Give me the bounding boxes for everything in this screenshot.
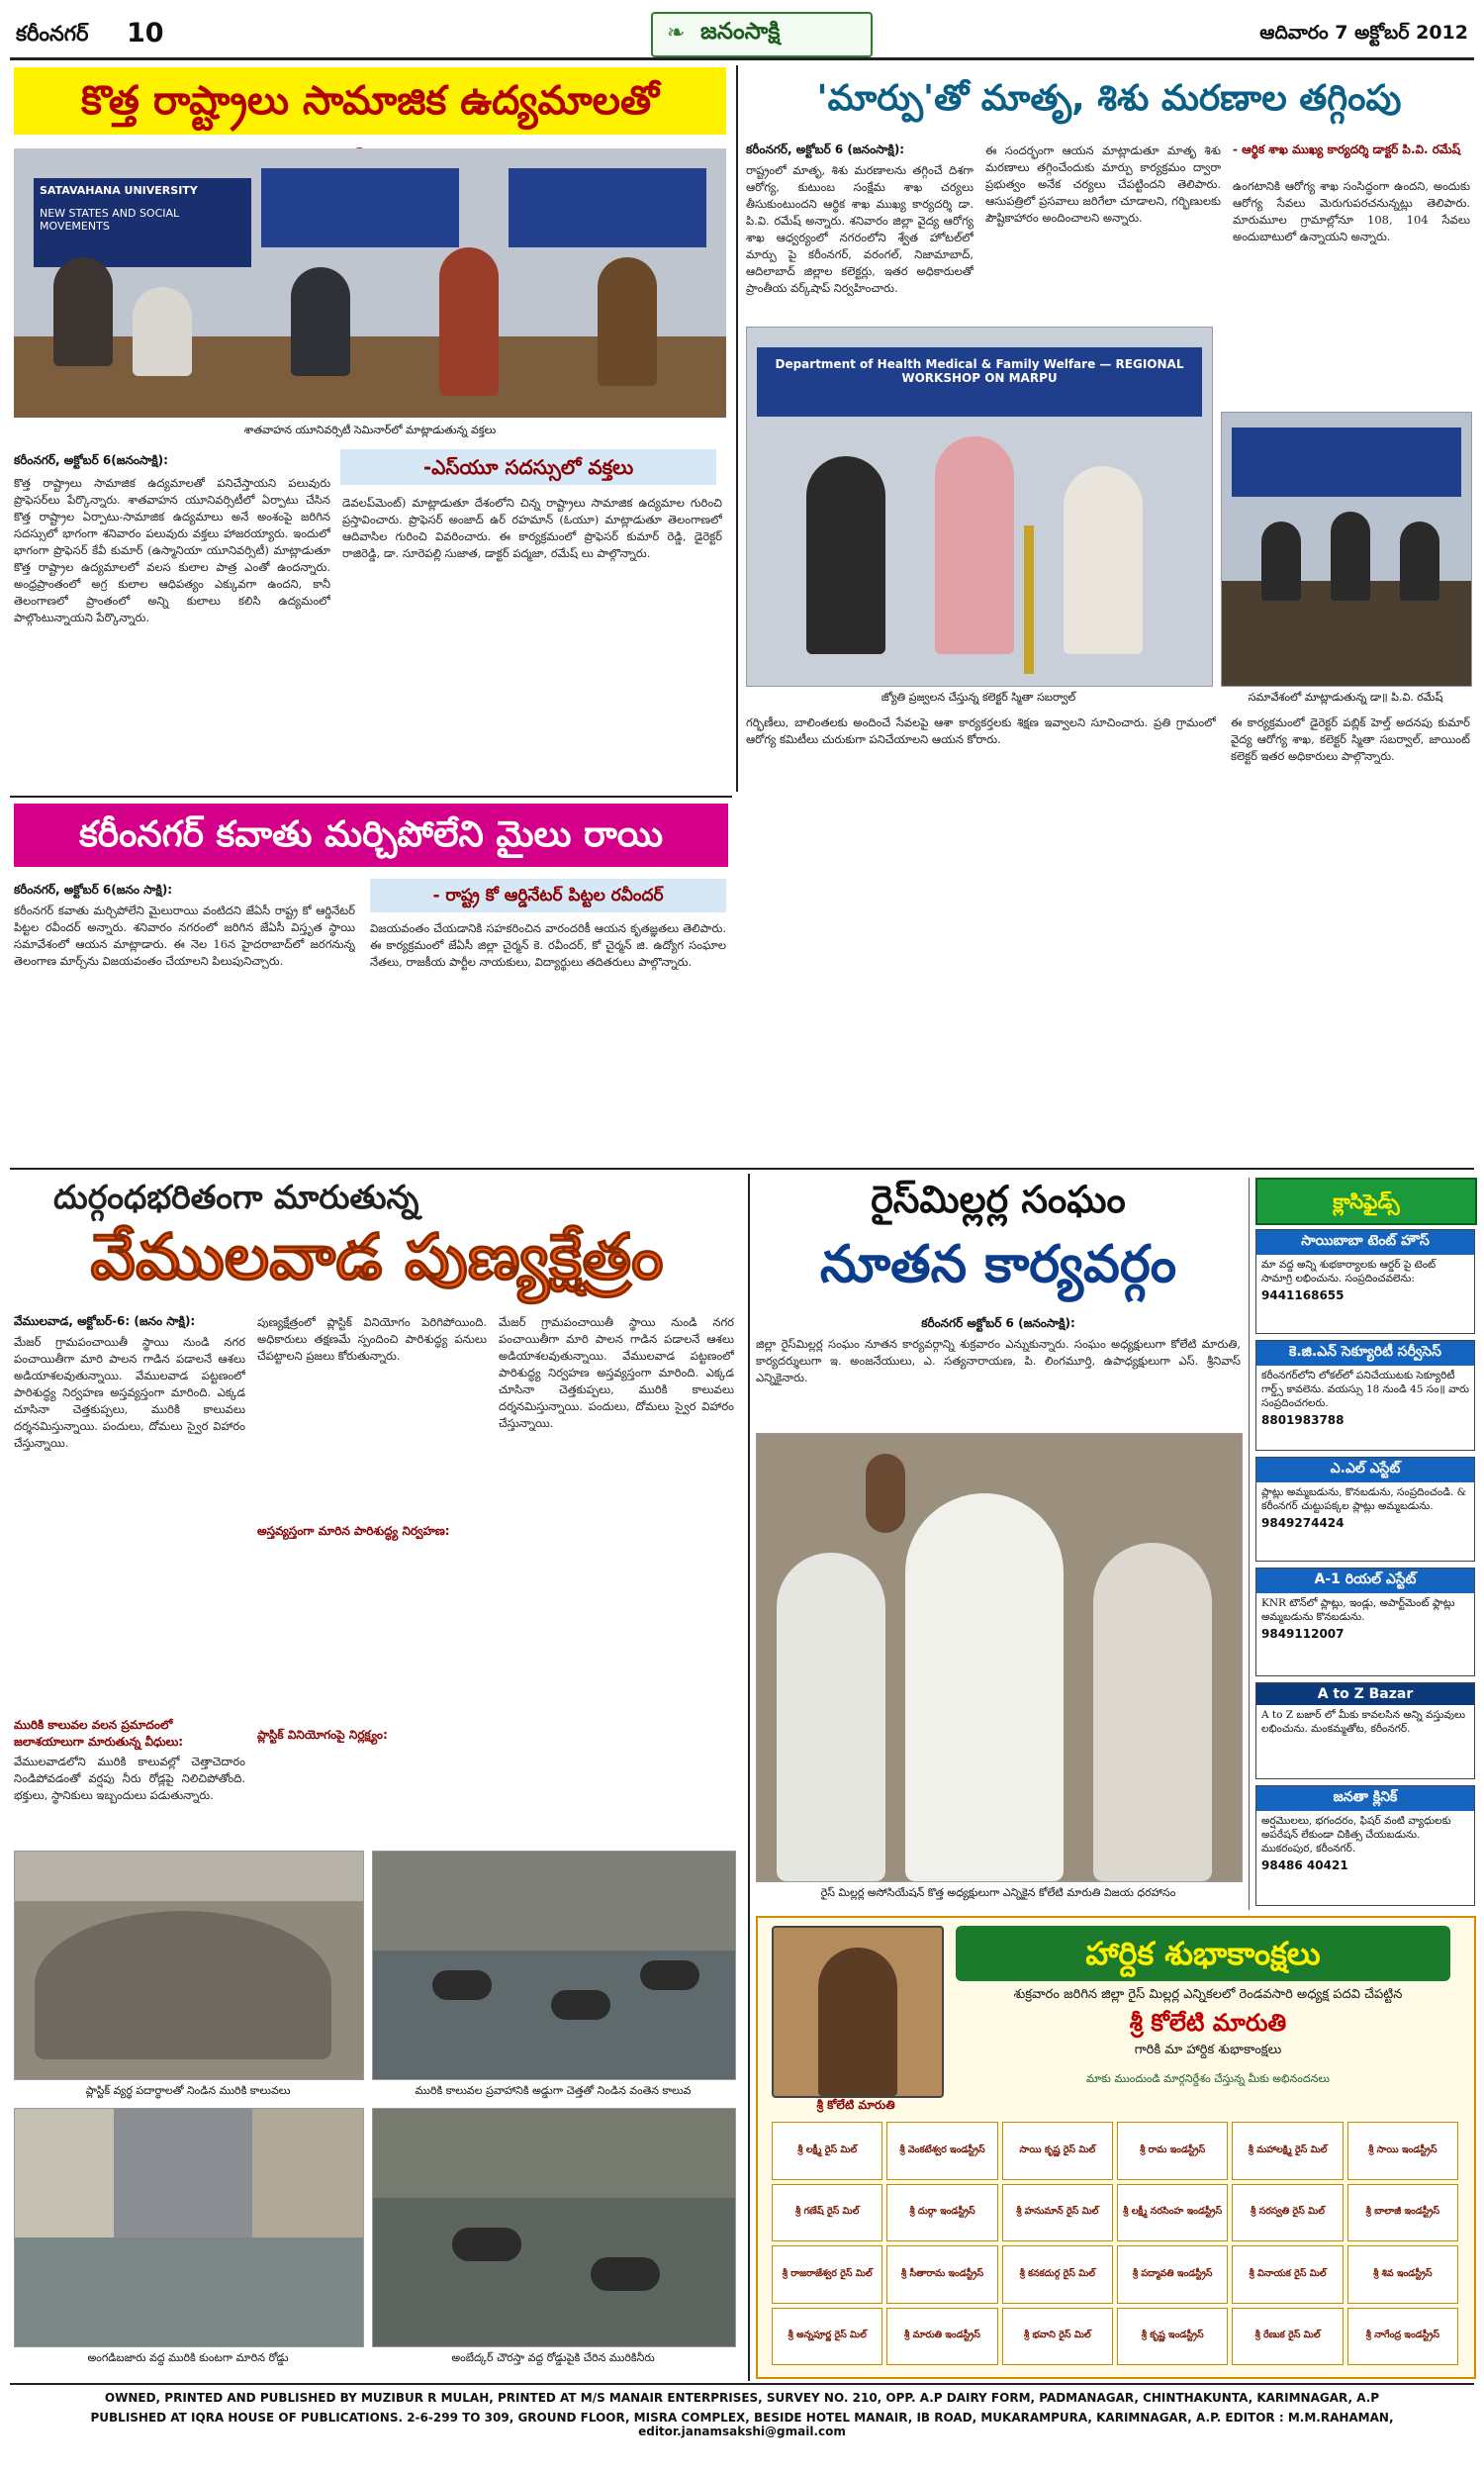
lamp-stand bbox=[1024, 525, 1034, 674]
ad-photo bbox=[772, 1926, 944, 2098]
person-silhouette bbox=[1400, 522, 1439, 601]
story-vemulawada bbox=[14, 1178, 740, 2375]
ad-line: గారికి మా హార్దిక శుభాకాంక్షలు bbox=[1134, 2043, 1282, 2057]
classified-ad-body: KNR టౌన్‌లో ప్లాట్లు, ఇండ్లు, అపార్ట్‌మెంట్ ఫ్లాట్లు అమ్మబడును కొనబడును. bbox=[1261, 1597, 1455, 1623]
person-silhouette bbox=[291, 267, 350, 376]
photo-caption: అంగడిబజారు వద్ద మురికి కుంటగా మారిన రోడ్డు bbox=[87, 2351, 289, 2364]
story-photo bbox=[14, 1851, 364, 2080]
story-body: విజయవంతం చేయడానికి సహకరించిన వారందరికీ ఆయన కృతజ్ఞతలు తెలిపారు. ఈ కార్యక్రమంలో జేఏసీ జిల్లా చైర్మన్ కె. రవీందర్, కో చైర్మన్ జి. ఉద్యోగ సంఘాల నేతలు, రాజకీయ పార్టీల నాయకులు, విద్యార్థులు తదితరులు పాల్గొన్నారు. bbox=[370, 921, 726, 969]
photo-caption: ప్లాస్టిక్ వ్యర్థ పదార్థాలతో నిండిన మురికి కాలువలు bbox=[85, 2084, 291, 2097]
classified-ad-title: కె.జి.ఎన్ సెక్యూరిటీ సర్వీసెస్ bbox=[1256, 1341, 1474, 1366]
story-subhead: - రాష్ట్ర కో ఆర్డినేటర్ పిట్టల రవీందర్ bbox=[370, 879, 726, 912]
classified-ad-title: జనతా క్లినిక్ bbox=[1256, 1786, 1474, 1811]
person-silhouette bbox=[598, 257, 657, 386]
person-silhouette bbox=[53, 257, 113, 366]
story-photo bbox=[756, 1433, 1243, 1882]
photo-banner bbox=[1232, 428, 1461, 497]
story-headline: 'మార్పు'తో మాతృ, శిశు మరణాల తగ్గింపు bbox=[816, 78, 1402, 119]
classified-ad bbox=[1255, 1682, 1475, 1779]
person-silhouette bbox=[1064, 466, 1143, 654]
photo-banner bbox=[509, 168, 706, 247]
story-body: ఈ కార్యక్రమంలో డైరెక్టర్ పబ్లిక్ హెల్త్ అదనపు కుమార్ వైద్య ఆరోగ్య శాఖ, కలెక్టర్ స్మితా సబర్వాల్, జాయింట్ కలెక్టర్ ఇతర అధికారులు పాల్గొన్నారు. bbox=[1231, 715, 1470, 763]
mill-name-cell: శ్రీ బాలాజీ ఇండస్ట్రీస్ bbox=[1347, 2184, 1458, 2242]
story-dateline: కరీంనగర్, అక్టోబర్ 6 (జనంసాక్షి): bbox=[746, 143, 905, 156]
story-body: పుణ్యక్షేత్రంలో ప్లాస్టిక్ వినియోగం పెరిగిపోయింది. అధికారులు తక్షణమే స్పందించి పారిశుద్ధ్య పనులు చేపట్టాలని ప్రజలు కోరుతున్నారు. bbox=[257, 1315, 487, 1363]
story-headline: కొత్త రాష్ట్రాలు సామాజిక ఉద్యమాలతో bbox=[14, 67, 726, 135]
photo-caption: శాతవాహన యూనివర్సిటీ సెమినార్‌లో మాట్లాడుతున్న వక్తలు bbox=[243, 424, 497, 436]
story-body: గర్భిణీలు, బాలింతలకు అందించే సేవలపై ఆశా కార్యకర్తలకు శిక్షణ ఇవ్వాలని సూచించారు. ప్రతి గ్రామంలో ఆరోగ్య కమిటీలు చురుకుగా పనిచేయాలని ఆయన కోరారు. bbox=[746, 715, 1216, 746]
banner-line: NEW STATES AND SOCIAL MOVEMENTS bbox=[40, 207, 180, 233]
paper-name: జనంసాక్షి bbox=[700, 19, 781, 45]
pig-shape bbox=[640, 1960, 699, 1990]
story-photo bbox=[746, 327, 1213, 687]
mill-name-cell: శ్రీ సాయి ఇండస్ట్రీస్ bbox=[1347, 2122, 1458, 2180]
classified-ad bbox=[1255, 1568, 1475, 1676]
story-subhead: మురికి కాలువల వలన ప్రమాదంలో జలాశయాలుగా మారుతున్న వీధులు: bbox=[14, 1718, 184, 1749]
classified-ad bbox=[1255, 1785, 1475, 1906]
flooded-road bbox=[15, 2237, 363, 2346]
mill-name-cell: శ్రీ శివ ఇండస్ట్రీస్ bbox=[1347, 2245, 1458, 2304]
person-silhouette bbox=[1093, 1543, 1212, 1881]
mill-name-cell: శ్రీ గణేష్ రైస్ మిల్ bbox=[772, 2184, 882, 2242]
building bbox=[15, 2109, 114, 2237]
story-headline: వేములవాడ పుణ్యక్షేత్రం bbox=[90, 1221, 664, 1294]
mill-name-cell: శ్రీ సీతారామ ఇండస్ట్రీస్ bbox=[886, 2245, 997, 2304]
person-silhouette bbox=[818, 1948, 897, 2096]
ad-honoree: శ్రీ కోలేటి మారుతి bbox=[1129, 2009, 1287, 2037]
mill-name-cell: శ్రీ కనకదుర్గ రైస్ మిల్ bbox=[1002, 2245, 1113, 2304]
story-body: మేజర్ గ్రామపంచాయితీ స్థాయి నుండి నగర పంచాయితీగా మారి పాలన గాడిన పడాలనే ఆశలు అడియాశలవుతున్నాయి. వేములవాడ పట్టణంలో పారిశుద్ధ్య నిర్వహణ అస్తవ్యస్తంగా మారింది. ఎక్కడ చూసినా చెత్తకుప్పలు, మురికి కాలువలు దర్శనమిస్తున్నాయి. పందులు, దోమలు స్వైర విహారం చేస్తున్నాయి. bbox=[499, 1315, 734, 1430]
story-body: వేములవాడలోని మురికి కాలువల్లో చెత్తాచెదారం నిండిపోవడంతో వర్షపు నీరు రోడ్లపై నిలిచిపోతోంది. భక్తులు, స్థానికులు ఇబ్బందులు పడుతున్నారు. bbox=[14, 1755, 245, 1802]
person-silhouette bbox=[935, 436, 1014, 654]
story-dateline: కరీంనగర్ అక్టోబర్ 6 (జనంసాక్షి): bbox=[921, 1316, 1075, 1330]
mill-name-cell: శ్రీ మహాలక్ష్మి రైస్ మిల్ bbox=[1232, 2122, 1343, 2180]
pig-shape bbox=[432, 1970, 492, 2000]
person-silhouette bbox=[1331, 512, 1370, 601]
classified-ad bbox=[1255, 1340, 1475, 1451]
story-dateline: కరీంనగర్, అక్టోబర్ 6(జనం సాక్షి): bbox=[14, 883, 173, 897]
mill-name-cell: శ్రీ దుర్గా ఇండస్ట్రీస్ bbox=[886, 2184, 997, 2242]
classified-ad-phone[interactable]: 9849274424 bbox=[1261, 1516, 1345, 1530]
section-rule bbox=[10, 1168, 1474, 1170]
pig-shape bbox=[551, 1990, 610, 2020]
person-silhouette bbox=[1261, 522, 1301, 601]
imprint-line: PUBLISHED AT IQRA HOUSE OF PUBLICATIONS. 2-6-299 TO 309, GROUND FLOOR, MISRA COMPLEX, BESIDE HOTEL MANAIR, IB ROAD, MUKARAMPURA, KARIMNAGAR, A.P. EDITOR : M.M.RAHAMAN, editor.janamsakshi@gmail.com bbox=[90, 2411, 1394, 2438]
ad-tagline: మాకు ముందుండి మార్గనిర్దేశం చేస్తున్న మీకు అభినందనలు bbox=[1086, 2072, 1330, 2085]
photo-caption: రైస్ మిల్లర్ల అసోసియేషన్ కొత్త అధ్యక్షులుగా ఎన్నికైన కోలేటి మారుతి విజయ ధరహాసం bbox=[820, 1886, 1176, 1899]
story-subhead: అస్తవ్యస్తంగా మారిన పారిశుద్ధ్య నిర్వహణ: bbox=[257, 1524, 450, 1538]
photo-caption: మురికి కాలువల ప్రవాహానికి అడ్డుగా చెత్తతో నిండిన వంతెన కాలువ bbox=[415, 2084, 692, 2097]
classifieds-banner bbox=[1255, 1178, 1477, 1225]
story-photo bbox=[372, 2108, 736, 2347]
classified-ads-list bbox=[1255, 1229, 1473, 1910]
story-photo bbox=[372, 1851, 736, 2080]
story-body: జిల్లా రైస్‌మిల్లర్ల సంఘం నూతన కార్యవర్గాన్ని శుక్రవారం ఎన్నుకున్నారు. సంఘం అధ్యక్షులుగా కోలేటి మారుతి, కార్యదర్శులుగా ఇ. అంజనేయులు, ఎ. సత్యనారాయణ, పి. లింగమూర్తి, ఉపాధ్యక్షులుగా ఎస్. శ్రీనివాస్ ఎన్నికైనారు. bbox=[756, 1337, 1241, 1384]
classified-ad bbox=[1255, 1457, 1475, 1562]
classified-ad-title: A to Z Bazar bbox=[1256, 1683, 1474, 1705]
story-body: ఈ సందర్భంగా ఆయన మాట్లాడుతూ మాతృ శిశు మరణాలు తగ్గించేందుకు మార్పు కార్యక్రమం ద్వారా ప్రభుత్వం అనేక చర్యలు చేపట్టిందని తెలిపారు. ఆసుపత్రిలో ప్రసవాలు జరిగేలా చూడాలని, గర్భిణులకు పౌష్టికాహారం అందించాలని అన్నారు. bbox=[985, 143, 1221, 225]
story-headline: కరీంనగర్ కవాతు మర్చిపోలేని మైలు రాయి bbox=[14, 804, 728, 867]
story-kicker: దుర్గంధభరితంగా మారుతున్న bbox=[53, 1178, 419, 1216]
mill-name-cell: శ్రీ లక్ష్మీ రైస్ మిల్ bbox=[772, 2122, 882, 2180]
column-rule bbox=[736, 65, 738, 792]
mill-name-cell: శ్రీ హనుమాన్ రైస్ మిల్ bbox=[1002, 2184, 1113, 2242]
classified-ad-phone[interactable]: 9849112007 bbox=[1261, 1627, 1345, 1641]
mill-name-cell: శ్రీ భవాని రైస్ మిల్ bbox=[1002, 2308, 1113, 2366]
story-body: ఉంగటానికి ఆరోగ్య శాఖ సంసిద్ధంగా ఉందని, అందుకు ఆరోగ్య సేవలు మెరుగుపరచనున్నట్లు తెలిపారు. మారుమూల గ్రామాల్లోనూ 108, 104 సేవలు అందుబాటులో ఉన్నాయని అన్నారు. bbox=[1233, 179, 1470, 243]
drain-water bbox=[373, 2198, 735, 2346]
ad-title: హార్దిక శుభాకాంక్షలు bbox=[956, 1926, 1450, 1981]
mill-name-cell: సాయి కృష్ణ రైస్ మిల్ bbox=[1002, 2122, 1113, 2180]
classified-ad-body: అర్షమొలలు, భగందరం, ఫిషర్ వంటి వ్యాధులకు అపరేషన్ లేకుండా చికిత్స చేయబడును. ముకరంపుర, కరీంనగర్. bbox=[1261, 1815, 1451, 1855]
mill-name-cell: శ్రీ మారుతి ఇండస్ట్రీస్ bbox=[886, 2308, 997, 2366]
classified-ad-title: A-1 రియల్ ఎస్టేట్ bbox=[1256, 1569, 1474, 1593]
classified-ad-title: సాయిబాబా టెంట్ హౌస్ bbox=[1256, 1230, 1474, 1255]
mill-name-cell: శ్రీ లక్ష్మీ నరసింహ ఇండస్ట్రీస్ bbox=[1117, 2184, 1228, 2242]
mill-name-cell: శ్రీ సరస్వతి రైస్ మిల్ bbox=[1232, 2184, 1343, 2242]
classified-ad-body: ప్లాట్లు అమ్మబడును, కొనబడును, సంప్రదించండి. & కరీంనగర్ చుట్టుపక్కల ప్లాట్లు అమ్మబడును. bbox=[1261, 1486, 1466, 1512]
photo-banner bbox=[261, 168, 459, 247]
ad-photo-label: శ్రీ కోలేటి మారుతి bbox=[816, 2098, 895, 2112]
wall bbox=[15, 1852, 363, 1901]
pig-shape bbox=[591, 2257, 660, 2291]
story-body: రాష్ట్రంలో మాతృ, శిశు మరణాలను తగ్గించే దిశగా ఆరోగ్య, కుటుంబ సంక్షేమ శాఖ చర్యలు తీసుకుంటుందని ఆర్థిక శాఖ ముఖ్య కార్యదర్శి డా. పి.వి. రమేష్ అన్నారు. శనివారం జిల్లా వైద్య ఆరోగ్య శాఖ ఆధ్వర్యంలో నగరంలోని శ్వేత హోటల్‌లో మార్పు పై కరీంనగర్, వరంగల్, నిజామాబాద్, ఆదిలాబాద్ జిల్లాల కలెక్టర్లు, ఇతర అధికారులతో ప్రాంతీయ వర్క్‌షాప్ నిర్వహించారు. bbox=[746, 163, 974, 295]
greeting-ad bbox=[756, 1916, 1476, 2379]
story-photo bbox=[14, 148, 726, 418]
mill-name-cell: శ్రీ అన్నపూర్ణ రైస్ మిల్ bbox=[772, 2308, 882, 2366]
raised-hand bbox=[866, 1454, 905, 1533]
story-photo bbox=[14, 2108, 364, 2347]
person-silhouette bbox=[439, 247, 499, 396]
mill-name-cell: శ్రీ రాజరాజేశ్వర రైస్ మిల్ bbox=[772, 2245, 882, 2304]
person-silhouette bbox=[806, 456, 885, 654]
mill-name-cell: శ్రీ వెంకటేశ్వర ఇండస్ట్రీస్ bbox=[886, 2122, 997, 2180]
story-body: కరీంనగర్ కవాతు మర్చిపోలేని మైలురాయి వంటిదని జేఏసీ రాష్ట్ర కో ఆర్డినేటర్ పిట్టల రవీందర్ అన్నారు. శనివారం నగరంలో జరిగిన జేఏసీ విస్తృత స్థాయి సమావేశంలో ఆయన మాట్లాడారు. ఈ నెల 16న హైదరాబాద్‌లో జరగనున్న తెలంగాణ మార్చ్‌ను విజయవంతం చేయాలని పిలుపునిచ్చారు. bbox=[14, 904, 355, 968]
story-karimnagar-march bbox=[14, 804, 728, 1168]
banner-line: SATAVAHANA UNIVERSITY bbox=[40, 184, 198, 197]
story-body: డెవలప్‌మెంట్) మాట్లాడుతూ దేశంలోని చిన్న రాష్ట్రాలు సామాజిక ఉద్యమాల గురించి ప్రస్తావించారు. ప్రొఫెసర్ అంజాద్ ఉర్ రహమాన్ (ఓయూ) మాట్లాడుతూ తెలంగాణలో ఆదివాసిల గురించి వివరించారు. ఈ కార్యక్రమంలో ప్రొఫెసర్ కుమార్ రెడ్డి, డైరెక్టర్ రాజిరెడ్డి, డా. సూరెపల్లి సుజాత, డాక్టర్ పద్మజా, రమేష్ లు పాల్గొన్నారు. bbox=[342, 496, 722, 560]
classifieds-column bbox=[1249, 1178, 1473, 1910]
header-rule bbox=[10, 57, 1474, 60]
story-quote: - ఆర్థిక శాఖ ముఖ్య కార్యదర్శి డాక్టర్ పి.వి. రమేష్ bbox=[1233, 143, 1461, 156]
story-new-states bbox=[14, 67, 726, 790]
mill-name-cell: శ్రీ పద్మావతి ఇండస్ట్రీస్ bbox=[1117, 2245, 1228, 2304]
classified-ad-phone[interactable]: 8801983788 bbox=[1261, 1413, 1345, 1427]
section-rule bbox=[10, 796, 732, 798]
classified-ad-body: A to Z బజార్ లో మీకు కావలసిన అన్ని వస్తువులు లభించును. మంకమ్మతోట, కరీంనగర్. bbox=[1261, 1709, 1466, 1735]
column-rule bbox=[748, 1174, 750, 2381]
classified-ad-body: కరీంనగర్‌లోని లోకల్‌లో పనిచేయుటకు సెక్యూరిటీ గార్డ్స్ కావలెను. వయస్సు 18 నుండి 45 సం॥ వారు సంప్రదించగలరు. bbox=[1261, 1370, 1469, 1409]
photo-banner: Department of Health Medical & Family Welfare — REGIONAL WORKSHOP ON MARPU bbox=[757, 347, 1202, 417]
story-subhead: ప్లాస్టిక్ వినియోగంపై నిర్లక్ష్యం: bbox=[257, 1728, 388, 1742]
photo-banner bbox=[34, 178, 251, 267]
classifieds-title: క్లాసిఫైడ్స్ bbox=[1333, 1189, 1400, 1213]
classified-ad bbox=[1255, 1229, 1475, 1334]
story-marpu bbox=[746, 67, 1472, 1166]
story-headline: నూతన కార్యవర్గం bbox=[819, 1235, 1177, 1294]
story-body: కొత్త రాష్ట్రాలు సామాజిక ఉద్యమాలతో పనిచేస్తాయని పలువురు ప్రొఫెసర్‌లు పేర్కొన్నారు. శాతవాహన యూనివర్సిటీలో ఏర్పాటు చేసిన కొత్త రాష్ట్రాల ఏర్పాటు-సామాజిక ఉద్యమాలు అనే అంశంపై జరిగిన సదస్సులో భాగంగా శనివారం పలువురు వక్తలు హాజరయ్యారు. ఇందులో భాగంగా ప్రొఫెసర్ కేవీ కుమార్ (ఉస్మానియా యూనివర్సిటీ) మాట్లాడుతూ కొత్త రాష్ట్రాల ఉద్యమాలలో వలస కులాల పాత్ర ఎంతో ఉందన్నారు. అంధ్రప్రాంతంలో అగ్ర కులాల ఆధిపత్యం ఎక్కువగా ఉందని, కానీ తెలంగాణలో ప్రాంతంలో అన్ని కులాలు కలిసి ఉద్యమంలో పాల్గొంటున్నాయని పేర్కొన్నారు. bbox=[14, 476, 330, 624]
classified-ad-phone[interactable]: 98486 40421 bbox=[1261, 1858, 1348, 1872]
story-photo bbox=[1221, 412, 1472, 687]
mill-name-cell: శ్రీ కృష్ణ ఇండస్ట్రీస్ bbox=[1117, 2308, 1228, 2366]
mill-name-cell: శ్రీ రేణుక రైస్ మిల్ bbox=[1232, 2308, 1343, 2366]
story-body: మేజర్ గ్రామపంచాయితీ స్థాయి నుండి నగర పంచాయితీగా మారి పాలన గాడిన పడాలనే ఆశలు అడియాశలవుతున్నాయి. వేములవాడ పట్టణంలో పారిశుద్ధ్య నిర్వహణ అస్తవ్యస్తంగా మారింది. ఎక్కడ చూసినా చెత్తకుప్పలు, మురికి కాలువలు దర్శనమిస్తున్నాయి. పందులు, దోమలు స్వైర విహారం చేస్తున్నాయి. bbox=[14, 1335, 245, 1450]
ad-line: శుక్రవారం జరిగిన జిల్లా రైస్ మిల్లర్ల ఎన్నికలలో రెండవసారి అధ్యక్ష పదవి చేపట్టిన bbox=[1013, 1987, 1403, 2002]
person-silhouette bbox=[777, 1553, 885, 1881]
person-silhouette bbox=[133, 287, 192, 376]
classified-ad-body: మా వద్ద అన్ని శుభకార్యాలకు ఆర్డర్ పై టెంట్ సామాగ్రి లభించును. సంప్రదించవలెను: bbox=[1261, 1259, 1437, 1285]
pig-shape bbox=[452, 2228, 521, 2261]
section-name: కరీంనగర్ bbox=[16, 22, 89, 46]
mill-name-cell: శ్రీ రామ ఇండస్ట్రీస్ bbox=[1117, 2122, 1228, 2180]
story-headline: రైస్‌మిల్లర్ల సంఘం bbox=[871, 1178, 1126, 1221]
photo-caption: అంబేద్కర్ చౌరస్తా వద్ద రోడ్డుపైకి చేరిన మురికినీరు bbox=[451, 2351, 655, 2364]
story-subhead: -ఎస్‌యూ సదస్సులో వక్తలు bbox=[340, 449, 716, 485]
imprint-line: OWNED, PRINTED AND PUBLISHED BY MUZIBUR R MULAH, PRINTED AT M/S MANAIR ENTERPRISES, SURVEY NO. 210, OPP. A.P DAIRY FORM, PADMANAGAR, CHINTHAKUNTA, KARIMNAGAR, A.P bbox=[104, 2391, 1380, 2405]
page-number: 10 bbox=[127, 18, 164, 48]
paper-logo bbox=[651, 12, 873, 57]
photo-caption: జ్యోతి ప్రజ్వలన చేస్తున్న కలెక్టర్ స్మితా సబర్వాల్ bbox=[881, 691, 1076, 704]
garbage-pile bbox=[35, 1911, 331, 2059]
leaf-icon: ❧ bbox=[667, 21, 686, 46]
issue-date: ఆదివారం 7 అక్టోబర్ 2012 bbox=[1259, 22, 1468, 44]
classified-ad-phone[interactable]: 9441168655 bbox=[1261, 1288, 1345, 1302]
footer-rule bbox=[10, 2383, 1474, 2385]
building bbox=[252, 2109, 363, 2237]
person-silhouette bbox=[905, 1493, 1064, 1881]
mill-name-cell: శ్రీ నాగేంద్ర ఇండస్ట్రీస్ bbox=[1347, 2308, 1458, 2366]
mill-name-cell: శ్రీ వినాయక రైస్ మిల్ bbox=[1232, 2245, 1343, 2304]
story-dateline: వేములవాడ, అక్టోబర్-6: (జనం సాక్షి): bbox=[14, 1314, 196, 1328]
story-dateline: కరీంనగర్, అక్టోబర్ 6(జనంసాక్షి): bbox=[14, 453, 168, 467]
classified-ad-title: ఎ.ఎల్ ఎస్టేట్ bbox=[1256, 1458, 1474, 1482]
page-header bbox=[10, 8, 1474, 57]
mill-grid bbox=[772, 2122, 1458, 2365]
photo-caption: సమావేశంలో మాట్లాడుతున్న డా॥ పి.వి. రమేష్ bbox=[1248, 691, 1443, 704]
story-rice-millers bbox=[756, 1178, 1241, 1910]
